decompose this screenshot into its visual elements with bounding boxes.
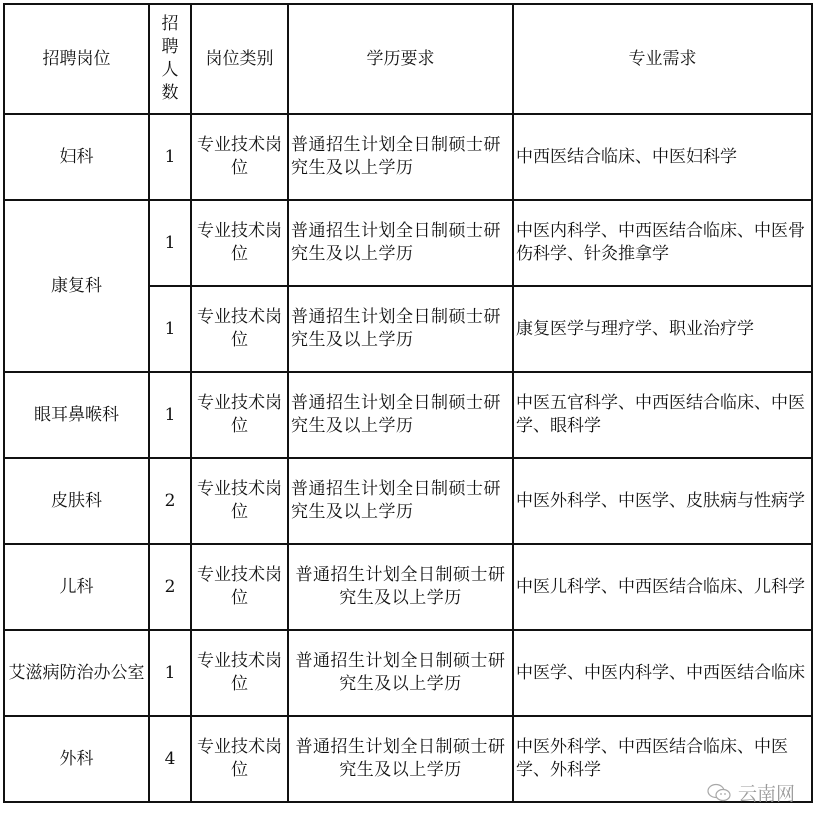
table-row <box>4 372 812 458</box>
cell-major: 中医五官科学、中西医结合临床、中医学、眼科学 <box>513 372 812 458</box>
cell-position: 康复科 <box>4 200 149 372</box>
watermark <box>706 779 795 806</box>
cell-count: 1 <box>149 114 191 200</box>
header-education: 学历要求 <box>288 4 513 114</box>
cell-category: 专业技术岗位 <box>191 458 288 544</box>
table-row <box>4 544 812 630</box>
cell-major: 中医内科学、中西医结合临床、中医骨伤科学、针灸推拿学 <box>513 200 812 286</box>
header-major: 专业需求 <box>513 4 812 114</box>
cell-education: 普通招生计划全日制硕士研究生及以上学历 <box>288 372 513 458</box>
watermark-text: 云南网 <box>738 783 796 805</box>
cell-major: 康复医学与理疗学、职业治疗学 <box>513 286 812 372</box>
table-row <box>4 630 812 716</box>
cell-education: 普通招生计划全日制硕士研究生及以上学历 <box>288 200 513 286</box>
cell-major: 中医外科学、中西医结合临床、中医学、外科学 <box>513 716 812 802</box>
cell-education: 普通招生计划全日制硕士研究生及以上学历 <box>288 716 513 802</box>
cell-category: 专业技术岗位 <box>191 630 288 716</box>
cell-count: 1 <box>149 286 191 372</box>
cell-position: 艾滋病防治办公室 <box>4 630 149 716</box>
header-count-text: 招聘人数 <box>161 14 179 103</box>
cell-education: 普通招生计划全日制硕士研究生及以上学历 <box>288 286 513 372</box>
wechat-icon <box>706 783 732 803</box>
cell-major: 中医儿科学、中西医结合临床、儿科学 <box>513 544 812 630</box>
cell-count: 2 <box>149 458 191 544</box>
cell-category: 专业技术岗位 <box>191 286 288 372</box>
cell-count: 4 <box>149 716 191 802</box>
cell-major: 中医外科学、中医学、皮肤病与性病学 <box>513 458 812 544</box>
cell-count: 1 <box>149 200 191 286</box>
cell-count: 1 <box>149 372 191 458</box>
cell-category: 专业技术岗位 <box>191 372 288 458</box>
cell-count: 2 <box>149 544 191 630</box>
header-position: 招聘岗位 <box>4 4 149 114</box>
cell-category: 专业技术岗位 <box>191 114 288 200</box>
cell-category: 专业技术岗位 <box>191 200 288 286</box>
table-row <box>4 458 812 544</box>
cell-position: 眼耳鼻喉科 <box>4 372 149 458</box>
cell-education: 普通招生计划全日制硕士研究生及以上学历 <box>288 114 513 200</box>
header-category: 岗位类别 <box>191 4 288 114</box>
table-header-row <box>4 4 812 114</box>
cell-education: 普通招生计划全日制硕士研究生及以上学历 <box>288 458 513 544</box>
cell-category: 专业技术岗位 <box>191 716 288 802</box>
cell-position: 妇科 <box>4 114 149 200</box>
recruitment-table <box>3 3 813 803</box>
table-row <box>4 200 812 286</box>
cell-major: 中西医结合临床、中医妇科学 <box>513 114 812 200</box>
header-count <box>149 4 191 114</box>
cell-major: 中医学、中医内科学、中西医结合临床 <box>513 630 812 716</box>
cell-count: 1 <box>149 630 191 716</box>
cell-education: 普通招生计划全日制硕士研究生及以上学历 <box>288 630 513 716</box>
cell-position: 皮肤科 <box>4 458 149 544</box>
cell-education: 普通招生计划全日制硕士研究生及以上学历 <box>288 544 513 630</box>
table-row <box>4 716 812 802</box>
cell-position: 外科 <box>4 716 149 802</box>
cell-position: 儿科 <box>4 544 149 630</box>
cell-category: 专业技术岗位 <box>191 544 288 630</box>
table-row <box>4 114 812 200</box>
